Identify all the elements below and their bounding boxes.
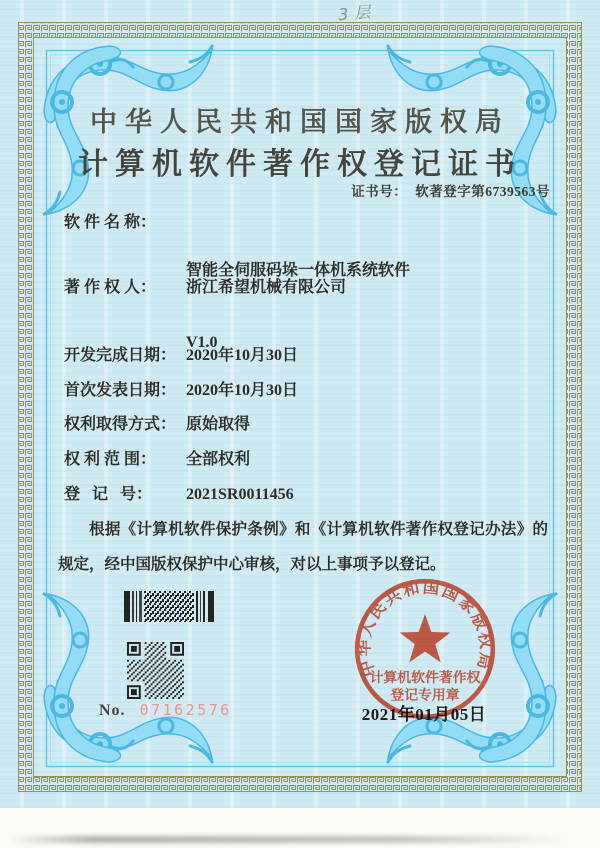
field-copyright-owner [64, 276, 346, 300]
serial-number-label: No. [99, 702, 126, 719]
field-rights-acquisition-method [64, 413, 250, 437]
scan-shadow [8, 836, 568, 843]
issue-date: 2021年01月05日 [361, 705, 487, 724]
field-label: 软 件 名 称： [64, 214, 157, 231]
seal-ring-text: 中华人民共和国国家版权局 [354, 577, 496, 680]
field-development-completed-date [64, 344, 298, 368]
field-value: 浙江希望机械有限公司 [186, 279, 347, 296]
barcode-icon [124, 591, 216, 622]
certificate-title: 计算机软件著作权登记证书 [78, 148, 522, 181]
serial-number [99, 701, 232, 720]
software-version: V1.0 [186, 334, 218, 351]
certificate-number-value: 软著登字第6739563号 [415, 184, 550, 199]
official-seal-icon [351, 575, 499, 723]
certificate-number [351, 180, 550, 200]
seal-caption-line1: 计算机软件著作权 [369, 670, 481, 686]
field-first-publication-date [64, 379, 298, 403]
field-label: 开发完成日期： [64, 347, 177, 364]
field-label: 首次发表日期： [64, 382, 177, 399]
field-value: 2021SR0011456 [186, 486, 294, 503]
field-registration-number [64, 483, 294, 507]
seal-caption-line2: 登记专用章 [390, 688, 460, 704]
registration-statement: 根据《计算机软件保护条例》和《计算机软件著作权登记办法》的规定，经中国版权保护中心审核，对以上事项予以登记。 [58, 521, 548, 573]
handwritten-note: 3层 [337, 1, 378, 25]
field-software-name [64, 211, 410, 403]
field-value: 2020年10月30日 [186, 347, 299, 364]
field-label: 登 记 号： [64, 486, 153, 503]
issuing-authority: 中华人民共和国国家版权局 [90, 107, 510, 137]
field-value: 原始取得 [186, 416, 251, 433]
field-value: 智能全伺服码垛一体机系统软件 V1.0 [186, 211, 410, 403]
serial-number-value: 07162576 [139, 701, 232, 719]
certificate-number-label: 证书号： [351, 184, 408, 199]
seal-star-icon [400, 614, 451, 662]
field-label: 权利取得方式： [64, 416, 177, 433]
qr-code-icon [127, 642, 184, 699]
field-rights-scope [64, 448, 250, 472]
field-label: 著 作 权 人： [64, 279, 157, 296]
field-label: 权 利 范 围： [64, 451, 157, 468]
field-value: 全部权利 [186, 451, 251, 468]
field-value: 2020年10月30日 [186, 382, 299, 399]
